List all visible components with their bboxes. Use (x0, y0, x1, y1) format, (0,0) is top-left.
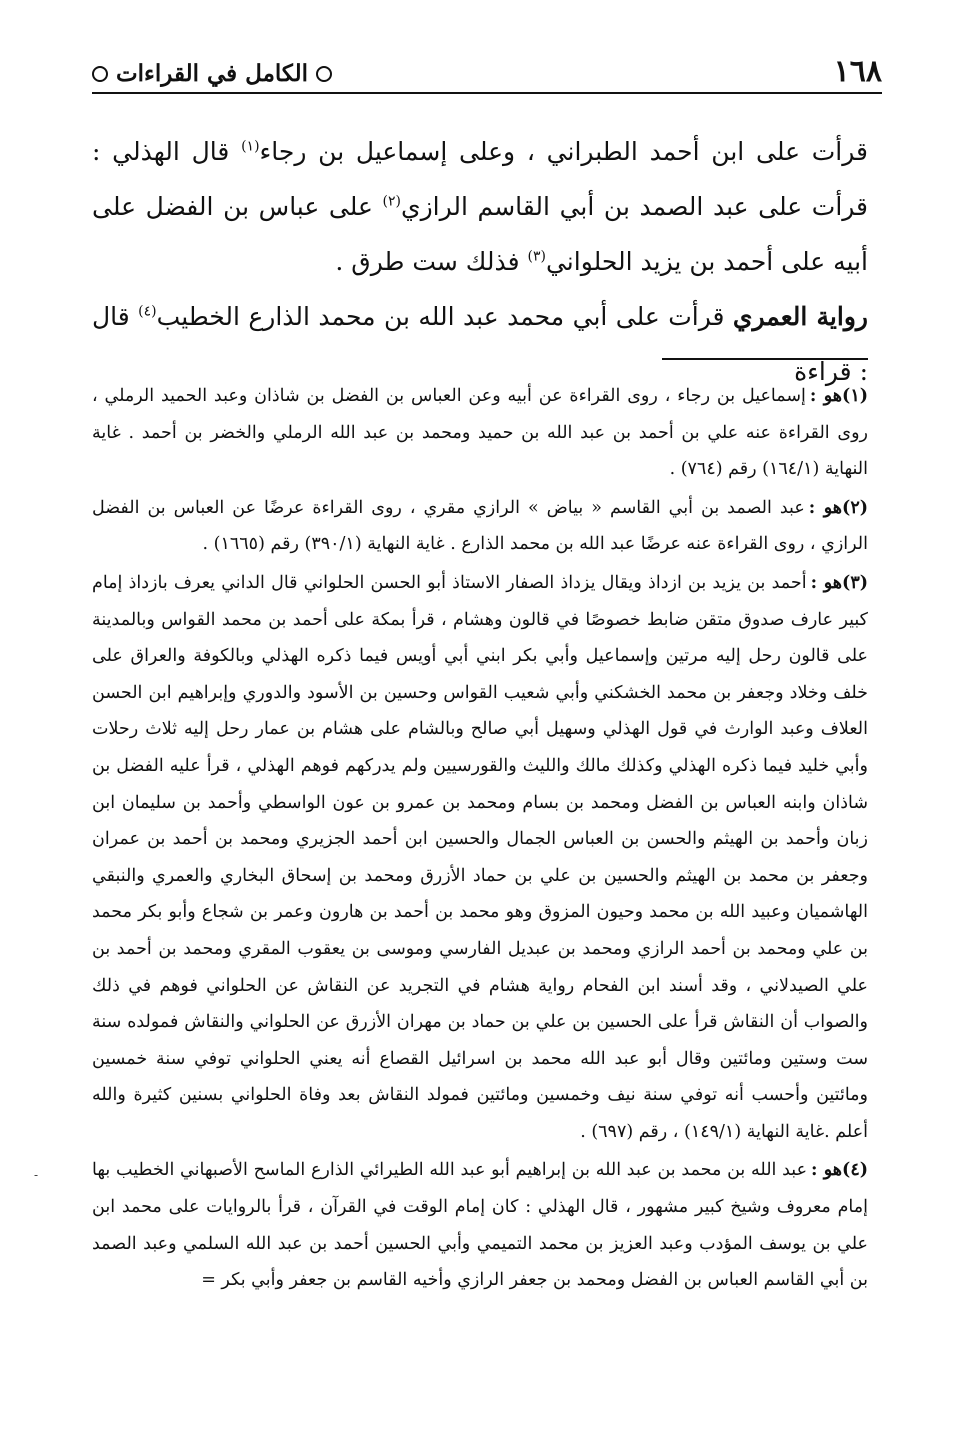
page-number: ١٦٨ (833, 54, 882, 89)
paragraph-1 (92, 124, 868, 289)
footnote-3 (92, 565, 868, 1151)
footnotes (92, 378, 868, 1301)
footnote-tag: (٣)هو : (810, 572, 868, 593)
page-header (92, 52, 882, 94)
body-text-segment: قرأت على ابن أحمد الطبراني ، وعلى إسماعيل بن رجاء (259, 137, 868, 166)
body-text-segment: فذلك ست طرق . (335, 247, 528, 276)
footnote-text: عبد الله بن محمد بن عبد الله بن إبراهيم أبو عبد الله الطيرائي الذارع الماسح الأصبهاني الخطيب بها إمام معروف وشيخ كبير مشهور ، قال الهذلي : كان إمام الوقت في القرآن ، قرأ بالروايات على محمد ابن علي بن يوسف المؤدب وعبد العزيز بن محمد التميمي وأبي الحسين أحمد بن عبد الله السلمي وعبد الصمد بن أبي القاسم العباس بن الفضل ومحمد بن جعفر الرازي وأخيه القاسم بن جعفر وأبي بكر = (92, 1160, 868, 1291)
footnote-ref-2: (٢) (382, 193, 401, 210)
footnote-2 (92, 490, 868, 563)
footnote-separator (662, 358, 868, 360)
footnote-tag: (٤)هو : (811, 1160, 868, 1181)
footnote-text: عبد الصمد بن أبي القاسم « بياض » الرازي مقري ، روى القراءة عرضًا عن العباس بن الفضل الرازي ، روى القراءة عنه عرضًا عبد الله بن محمد الذارع . غاية النهاية (٣٩٠/١) رقم (١٦٦٥) . (92, 497, 868, 555)
body-text-segment: قال : قراءة (92, 302, 868, 386)
circle-ornament-icon (316, 66, 332, 82)
footnote-text: أحمد بن يزيد بن ازداذ ويقال يزداذ الصفار الاستاذ أبو الحسن الحلواني قال الداني يعرف بازداذ إمام كبير عارف صدوق متقن ضابط خصوصًا في قالون وهشام ، قرأ بمكة على أحمد بن محمد القواس وبالمدينة على قالون رحل إليه مرتين وإسماعيل وأبي بكر ابني أبي أويس فيما ذكره الهذلي وبالكوفة والعراق على خلف وخلاد وجعفر بن محمد الخشكني وأبي شعيب القواس وحسين بن الأسود والدوري وإبراهيم ابن الحسن العلاف وعبد الوارث في قول الهذلي وسهيل أبي صالح وبالشام على هشام بن عمار رحل إليه ثلاث رحلات وأبي خليد فيما ذكره الهذلي وكذلك مالك والليث والقورسيين ولم يدركهم فوهم الهذلي ، قرأ عليه الفضل بن شاذان وابنه العباس بن الفضل ومحمد بن بسام ومحمد بن عمرو بن عون الواسطي وأحمد بن سليمان ابن زبان وأحمد بن الهيثم والحسن بن العباس الجمال والحسين ابن أحمد الجزيري ومحمد بن أحمد بن عمران وجعفر بن محمد بن الهيثم والحسين بن علي بن حماد الأزرق ومحمد بن إسحاق البخاري والعمري والنبقي الهاشميان وعبيد الله بن محمد وحيون المزوق وهو محمد بن أحمد بن هارون وعمر بن شجاع وأبو بكر محمد بن علي ومحمد بن أحمد الرازي ومحمد بن عبديل الفارسي وموسى بن يعقوب المقري ومحمد بن أحمد بن علي الصيدلاني ، وقد أسند ابن الفحام رواية هشام في التجريد عن النقاش عن الحلواني فوهم في ذلك والصواب أن النقاش قرأ على الحسين بن علي بن حماد بن مهران الأزرق عن الحلواني والنقاش فمولده سنة ست وستين ومائتين وقال أبو عبد الله محمد بن اسرائيل القصاع أنه يعني الحلواني توفي سنة خمسين ومائتين وأحسب أنه توفي سنة نيف وخمسين ومائتين فمولد النقاش بعد وفاة الحلواني بسنين كثيرة والله أعلم .غاية النهاية (١٤٩/١) ، رقم (٦٩٧) . (92, 572, 868, 1142)
running-title: الكامل في القراءات (116, 60, 308, 87)
footnote-tag: (٢)هو : (808, 497, 868, 518)
footnote-ref-1: (١) (241, 138, 260, 155)
footnote-tag: (١)هو : (809, 386, 868, 406)
section-heading: رواية العمري (732, 302, 868, 331)
footnote-4 (92, 1152, 868, 1298)
footnote-ref-4: (٤) (138, 303, 157, 320)
running-title-group (92, 60, 332, 87)
margin-mark: - (34, 1168, 39, 1182)
footnote-text: إسماعيل بن رجاء ، روى القراءة عن أبيه وعن العباس بن الفضل بن شاذان وعبد الحميد الرملي ، روى القراءة عنه علي بن أحمد بن عبد الله بن حميد ومحمد بن عبد الله الرملي والخضر بن أحمد . غاية النهاية (١٦٤/١) رقم (٧٦٤) . (92, 386, 868, 480)
body-text-segment: على عباس بن الفضل على أبيه على أحمد بن يزيد الحلواني (92, 192, 868, 276)
footnote-ref-3: (٣) (527, 248, 546, 265)
footnote-1 (92, 378, 868, 488)
circle-ornament-icon (92, 66, 108, 82)
body-text-segment: قرأت على أبي محمد عبد الله بن محمد الذارع الخطيب (156, 302, 733, 331)
body-text-segment: قال الهذلي : قرأت على عبد الصمد بن أبي القاسم الرازي (92, 137, 869, 221)
